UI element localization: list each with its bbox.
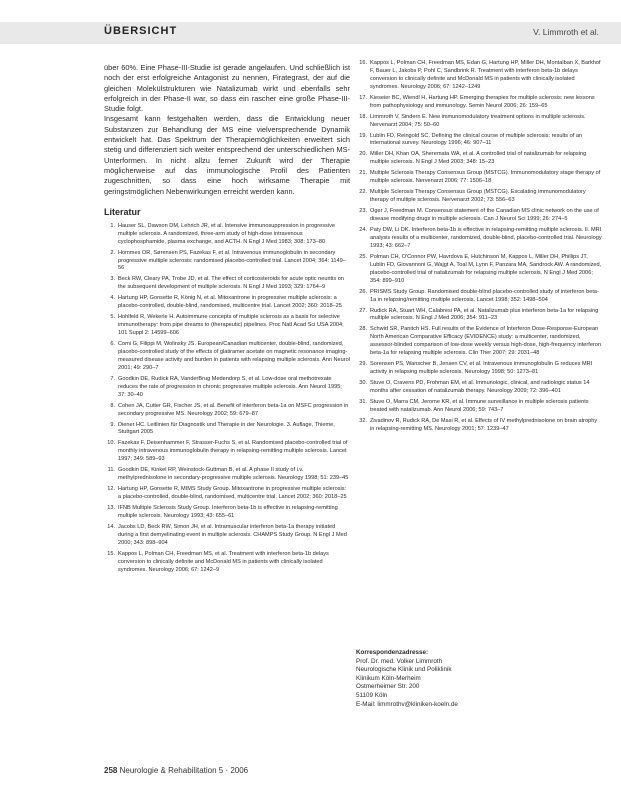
reference-item: [104, 422, 350, 438]
reference-item: [104, 223, 350, 247]
address-line: Klinikum Köln-Merheim: [356, 674, 421, 682]
address-line: Prof. Dr. med. Volker Limmroth: [356, 657, 443, 665]
page-number: 258: [104, 766, 118, 775]
reference-item: [356, 254, 602, 286]
reference-item: [104, 341, 350, 373]
reference-text: Multiple Sclerosis Therapy Consensus Group (MSTCG). Escalating immunomodulatory therapy of multiple sclerosis. Nervenarzt 2002; 73: 556–63: [370, 189, 586, 204]
left-column: [104, 63, 350, 578]
reference-text: IFNB Multiple Sclerosis Study Group. Interferon beta-1b is effective in relapsing-remitting multiple sclerosis. Neurology 1993; 43: 655–61: [118, 505, 338, 519]
reference-number: 28.: [359, 326, 367, 333]
body-paragraph-1: über 60%. Eine Phase-III-Studie ist gerade angelaufen. Und schließlich ist noch der erst erfolgreiche Antagonist zu nennen, Firategrast, der auf die gleichen Molekülstrukturen wie Natalizumab wirkt und ebenfalls sehr erfolgreich in der Phase-II war, so dass ein rascher eine große Phase-III-Studie folgt.: [104, 63, 350, 114]
reference-number: 2.: [110, 249, 115, 256]
reference-text: Limmroth V, Sindern E. New immunomodulatory treatment options in multiple sclerosis. Nervenarzt 2004; 75: 50–60: [370, 113, 586, 128]
reference-number: 5.: [110, 314, 115, 321]
reference-text: Hauser SL, Dawson DM, Lehrich JR, et al. Intensive immunosuppression in progressive multiple sclerosis. A randomized, three-arm study of high-dose intravenous cyclophosphamide, plasma exchange, and ACTH. N Engl J Med 1983; 308: 173–80: [118, 222, 336, 245]
reference-item: [104, 276, 350, 292]
reference-item: [356, 95, 602, 111]
reference-number: 18.: [359, 113, 367, 120]
reference-number: 15.: [107, 550, 115, 557]
reference-text: Kieseier BC, Wiendl H, Hartung HP. Emerging therapies for multiple sclerosis: new lessons from pathophysiology and immunology. Semin Neurol 2006; 26: 159–65: [370, 94, 595, 109]
reference-text: Diener HC. Leitlinien für Diagnostik und Therapie in der Neurologie. 3. Auflage, Thieme, Stuttgart 2005: [118, 421, 335, 436]
reference-list-right: [356, 60, 602, 434]
reference-text: Hartung HP, Gonsette R, MIMS Study Group. Mitoxantrone in progressive multiple sclerosis: a placebo-controlled, double-blind, randomised, multicentre trial. Lancet 2002; 360: 2018–25: [118, 486, 347, 501]
reference-item: [356, 361, 602, 377]
reference-text: Miller DH, Khan OA, Sheremata WA, et al. A controlled trial of natalizumab for relapsing multiple sclerosis. N Engl J Med 2003; 348: 15–23: [370, 151, 587, 166]
reference-text: Schwid SR, Panitch HS. Full results of the Evidence of Interferon Dose-Response-European North American Comparative Efficacy (EVIDENCE) study: a multicenter, randomized, assessor-blinded comparison of low-dose weekly versus high-dose, high-frequency interferon beta-1a for relapsing multiple sclerosis. Clin Ther 2007; 29: 2031–48: [370, 326, 602, 357]
reference-text: Beck RW, Cleary PA, Trobe JD, et al. The effect of corticosteroids for acute optic neuritis on the subsequent development of multiple sclerosis. N Engl J Med 1993; 329: 1764–9: [118, 276, 344, 291]
reference-text: Sorensen PS, Wanscher B, Jensen CV, et al. Intravenous immunoglobulin G reduces MRI activity in relapsing multiple sclerosis. Neurology 1998; 50: 1273–81: [370, 361, 593, 376]
correspondence-address: [356, 649, 602, 709]
reference-item: [356, 227, 602, 251]
address-title: Korrespondenzadresse:: [356, 649, 429, 656]
reference-text: Hartung HP, Gonsette R, König N, et al. Mitoxantrone in progressive multiple sclerosis: a placebo-controlled, double-blind, randomised, multicentre trial. Lancet 2002; 360: 2018–25: [118, 295, 342, 310]
reference-text: Jacobs LD, Beck RW, Simon JH, et al. Intramuscular interferon beta-1a therapy initiated during a first demyelinating event in multiple sclerosis. CHAMPS Study Group. N Engl J Med 2000; 343: 898–904: [118, 523, 347, 546]
reference-number: 4.: [110, 295, 115, 302]
reference-number: 13.: [107, 505, 115, 512]
reference-number: 9.: [110, 421, 115, 428]
reference-number: 29.: [359, 361, 367, 368]
reference-item: [356, 170, 602, 186]
reference-number: 20.: [359, 151, 367, 158]
reference-text: Goodkin DE, Rudick RA, VanderBrug Medendorp S, et al. Low-dose oral methotrexate reduces the rate of progression in chronic progressive multiple sclerosis. Ann Neurol 1995; 37: 30–40: [118, 375, 342, 398]
reference-number: 21.: [359, 170, 367, 177]
reference-text: Goodkin DE, Kinkel RP, Weinstock-Guttman B, et al. A phase II study of i.v. methylprednisolone in secondary-progressive multiple sclerosis. Neurology 1998; 51: 239–45: [118, 467, 349, 482]
reference-text: Hohlfeld R, Wekerle H. Autoimmune concepts of multiple sclerosis as a basis for selective immunotherapy: from pipe dreams to (therapeutic) pipelines. Proc Natl Acad Sci USA 2004; 101 Suppl 2: 14599–606: [118, 314, 344, 337]
address-line: E-Mail: limmrothv@kliniken-koeln.de: [356, 700, 458, 708]
reference-item: [356, 133, 602, 149]
reference-item: [104, 314, 350, 338]
body-paragraph-2: Insgesamt kann festgehalten werden, dass die Entwicklung neuer Substanzen zur Behandlung der MS eine vielversprechende Dynamik entwickelt hat. Das Spektrum der Therapiemöglichkeiten erweitert sich stetig und differenziert sich weiter entsprechend der unterschiedlichen MS-Unterformen. In nicht allzu ferner Zukunft wird der Therapie möglicherweise auf das immunologische Profil des Patienten zugeschnitten, so dass eine hoch wirksame Therapie mit geringstmöglichen Nebenwirkungen erreicht werden kann.: [104, 114, 350, 196]
reference-text: Comi G, Filippi M, Wolinsky JS. European/Canadian multicenter, double-blind, randomized, placebo-controlled study of the effects of glatiramer acetate on magnetic resonance imaging-measured disease activity and burden in patients with relapsing multiple sclerosis. Ann Neurol 2001; 49: 290–7: [118, 341, 350, 371]
reference-item: [104, 295, 350, 311]
reference-item: [356, 289, 602, 305]
reference-text: Fazekas F, Deisenhammer F, Strasser-Fuchs S, et al. Randomised placebo-controlled trial of monthly intravenous immunoglobulin therapy in relapsing-remitting multiple sclerosis. Lancet 1997; 349: 589–93: [118, 440, 348, 463]
reference-number: 6.: [110, 341, 115, 348]
reference-item: [104, 440, 350, 464]
reference-text: Kappos L, Polman CH, Freedman MS, Edan G, Hartung HP, Miller DH, Montalban X, Barkhof F, Bauer L, Jakobs P, Pohl C, Sandbrink R. Treatment with interferon beta-1b delays conversion to clinically definite and McDonald MS in patients with clinically isolated syndromes. Neurology 2006; 67: 1242–1249: [370, 60, 601, 90]
reference-number: 11.: [107, 467, 115, 474]
reference-text: Stuve O, Marra CM, Jerome KR, et al. Immune surveillance in multiple sclerosis patients treated with natalizumab. Ann Neurol 2006; 59: 743–7: [370, 398, 589, 413]
reference-text: PRISMS Study Group. Randomised double-blind placebo-controlled study of interferon beta-1a in relapsing/remitting multiple sclerosis. Lancet 1998; 352: 1498–504: [370, 288, 599, 303]
reference-number: 32.: [359, 417, 367, 424]
reference-number: 22.: [359, 189, 367, 196]
reference-number: 24.: [359, 227, 367, 234]
reference-text: Cohen JA, Cutter GR, Fischer JS, et al. Benefit of interferon beta-1a on MSFC progression in secondary progressive MS. Neurology 2002; 59: 679–87: [118, 402, 349, 417]
right-column: [356, 60, 602, 437]
reference-item: [356, 308, 602, 324]
reference-number: 17.: [359, 94, 367, 101]
reference-item: [356, 418, 602, 434]
reference-item: [104, 250, 350, 274]
reference-item: [356, 60, 602, 92]
reference-number: 8.: [110, 402, 115, 409]
reference-number: 23.: [359, 208, 367, 215]
reference-text: Multiple Sclerosis Therapy Consensus Group (MSTCG). Immunomodulatory stage therapy of multiple sclerosis. Nervenarzt 2006; 77: 1506–18: [370, 170, 601, 185]
reference-text: Paty DW, Li DK. Interferon beta-1b is effective in relapsing-remitting multiple sclerosis. II. MRI analysis results of a multicenter, randomized, double-blind, placebo-controlled trial. Neurology 1993; 43: 662–7: [370, 227, 602, 249]
reference-item: [104, 524, 350, 548]
reference-item: [356, 326, 602, 358]
reference-item: [356, 380, 602, 396]
reference-text: Rudick RA, Stuart WH, Calabresi PA, et al. Natalizumab plus interferon beta-1a for relapsing multiple sclerosis. N Engl J Med 2006; 354: 911–23: [370, 307, 599, 322]
reference-item: [356, 189, 602, 205]
page-footer: [104, 766, 248, 775]
journal-name: Neurologie & Rehabilitation 5 · 2006: [119, 766, 249, 775]
reference-item: [104, 467, 350, 483]
reference-item: [104, 551, 350, 575]
reference-number: 1.: [110, 222, 115, 229]
reference-number: 12.: [107, 486, 115, 493]
address-line: 51109 Köln: [356, 691, 388, 699]
reference-number: 31.: [359, 398, 367, 405]
address-line: Neurologische Klinik und Poliklinik: [356, 666, 452, 674]
reference-text: Oger J, Freedman M. Consensus statement of the Canadian MS clinic network on the use of disease modifying drugs in multiple sclerosis. Can J Neurol Sci 1999; 26: 274–5: [370, 208, 599, 223]
reference-item: [356, 114, 602, 130]
reference-number: 7.: [110, 375, 115, 382]
reference-text: Kappos L, Polman CH, Freedman MS, et al. Treatment with interferon beta-1b delays conversion to clinically definite and McDonald MS in patients with clinically isolated syndromes. Neurology 2006; 67: 1242–9: [118, 550, 329, 573]
reference-text: Lublin FD, Reingold SC. Defining the clinical course of multiple sclerosis: results of an international survey. Neurology 1996; 46: 907–11: [370, 132, 583, 147]
reference-text: Zivadinov R, Rudick RA, De Masi R, et al. Effects of IV methylprednisolone on brain atrophy in relapsing-remitting MS. Neurology 2001; 57: 1239–47: [370, 417, 598, 432]
section-label: ÜBERSICHT: [104, 25, 178, 37]
reference-number: 10.: [107, 440, 115, 447]
reference-text: Stuve O, Cravens PD, Frohman EM, et al. Immunologic, clinical, and radiologic status 14 months after cessation of natalizumab therapy. Neurology 2009; 72: 396–401: [370, 380, 590, 394]
reference-text: Polman CH, O'Connor PW, Havrdova E, Hutchinson M, Kappos L, Miller DH, Phillips JT, Lublin FD, Giovannoni G, Wajgt A, Toal M, Lynn F, Panzara MA, Sandrock AW. A randomized, placebo-controlled trial of natalizumab for relapsing multiple sclerosis. N Engl J Med 2006; 354: 899–910: [370, 253, 602, 284]
running-authors: V. Limmroth et al.: [533, 27, 599, 37]
reference-number: 25.: [359, 253, 367, 260]
reference-item: [356, 151, 602, 167]
reference-item: [104, 376, 350, 400]
reference-item: [356, 399, 602, 415]
reference-item: [104, 505, 350, 521]
reference-number: 26.: [359, 288, 367, 295]
reference-item: [356, 208, 602, 224]
address-line: Ostmerheimer Str. 200: [356, 683, 420, 691]
running-header: [0, 22, 621, 44]
references-heading: Literatur: [104, 206, 141, 217]
reference-number: 3.: [110, 276, 115, 283]
reference-number: 16.: [359, 60, 367, 66]
reference-list-left: [104, 223, 350, 575]
reference-number: 30.: [359, 380, 367, 387]
reference-number: 14.: [107, 523, 115, 530]
reference-text: Hommes OR, Sørensen PS, Fazekas F, et al. Intravenous immunoglobulin in secondary progressive multiple sclerosis: randomised placebo-controlled trial. Lancet 2004; 364: 1149–56: [118, 249, 346, 272]
reference-number: 19.: [359, 132, 367, 139]
address-lines: [356, 658, 602, 710]
reference-item: [104, 403, 350, 419]
reference-number: 27.: [359, 307, 367, 314]
reference-item: [104, 486, 350, 502]
